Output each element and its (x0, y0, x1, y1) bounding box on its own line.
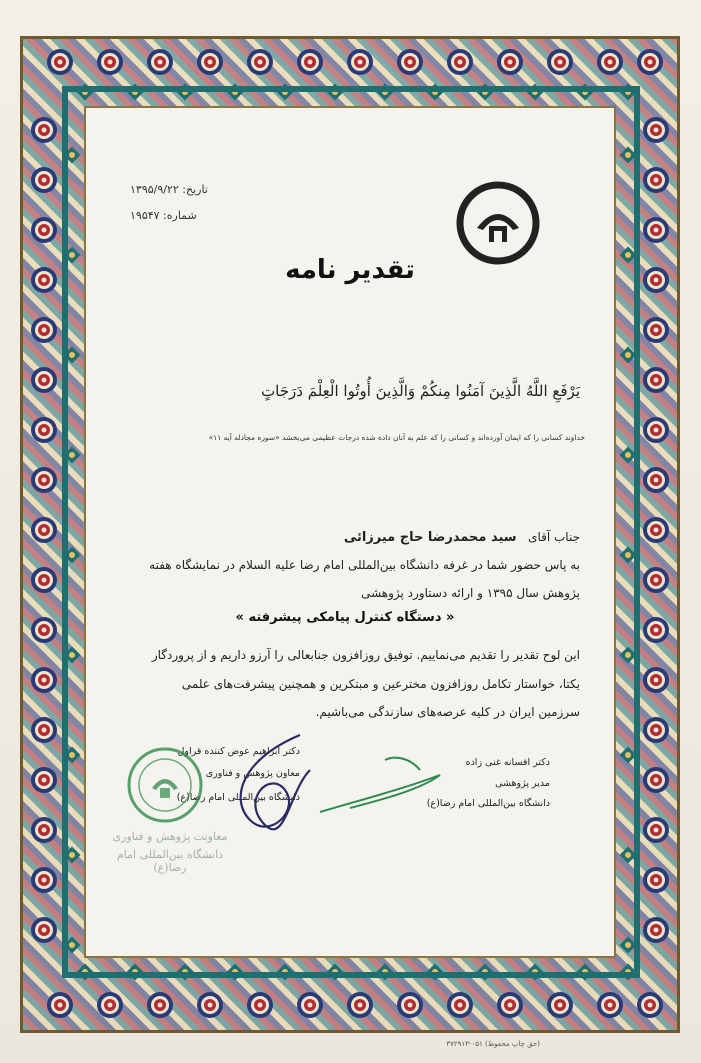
right-signatory-name: دکتر افسانه غنی زاده (465, 757, 550, 768)
verse-translation: خداوند کسانی را که ایمان آورده‌اند و کسانی را که علم به آنان داده شده درجات عظیمی می‌بخشد «سوره مجادله آیه ۱۱» (208, 433, 585, 442)
left-signature (241, 735, 310, 829)
left-signatory-role: معاون پژوهش و فناوری (205, 768, 300, 779)
faded-stamp-line-2: دانشگاه بین‌المللی امام رضا(ع) (116, 848, 224, 874)
date-label: تاریخ: ۱۳۹۵/۹/۲۲ (130, 183, 208, 196)
body-line-4: یکتا، خواستار تکامل روزافزون مخترعین و مبتکرین و همچنین پیشرفت‌های علمی (181, 677, 580, 691)
right-signature (320, 758, 440, 812)
right-signatory-org: دانشگاه بین‌المللی امام رضا(ع) (426, 798, 550, 809)
print-footer: (حق چاپ محفوظ) ۰۵۱-۳۷۲۹۱۳ (446, 1040, 540, 1048)
faded-stamp-line-1: معاونت پژوهش و فناوری (112, 830, 228, 843)
recipient-name: سید محمدرضا حاج میرزائی (343, 530, 517, 545)
reference-number: شماره: ۱۹۵۴۷ (130, 209, 197, 222)
body-line-5: سرزمین ایران در کلیه عرصه‌های سازندگی می‌باشیم. (315, 705, 580, 719)
recipient-prefix: جناب آقای (528, 530, 580, 544)
project-title: « دستگاه کنترل پیامکی پیشرفته » (235, 610, 455, 625)
certificate-title: تقدیر نامه (285, 255, 415, 285)
body-line-2: پژوهش سال ۱۳۹۵ و ارائه دستاورد پژوهشی (361, 586, 580, 600)
quran-verse: يَرْفَعِ اللَّهُ الَّذِينَ آمَنُوا مِنكُمْ وَالَّذِينَ أُوتُوا الْعِلْمَ دَرَجَاتٍ (261, 382, 580, 400)
right-signatory-role: مدیر پژوهشی (495, 778, 550, 789)
body-line-1: به پاس حضور شما در غرفه دانشگاه بین‌المللی امام رضا علیه السلام در نمایشگاه هفته (149, 558, 580, 572)
left-signatory-name: دکتر ابراهیم عوض کننده قراول (177, 746, 300, 757)
body-line-3: این لوح تقدیر را تقدیم می‌نماییم. توفیق روزافزون جنابعالی را آرزو داریم و از پروردگار (151, 648, 580, 662)
left-signatory-org: دانشگاه بین‌المللی امام رضا(ع) (176, 792, 300, 803)
